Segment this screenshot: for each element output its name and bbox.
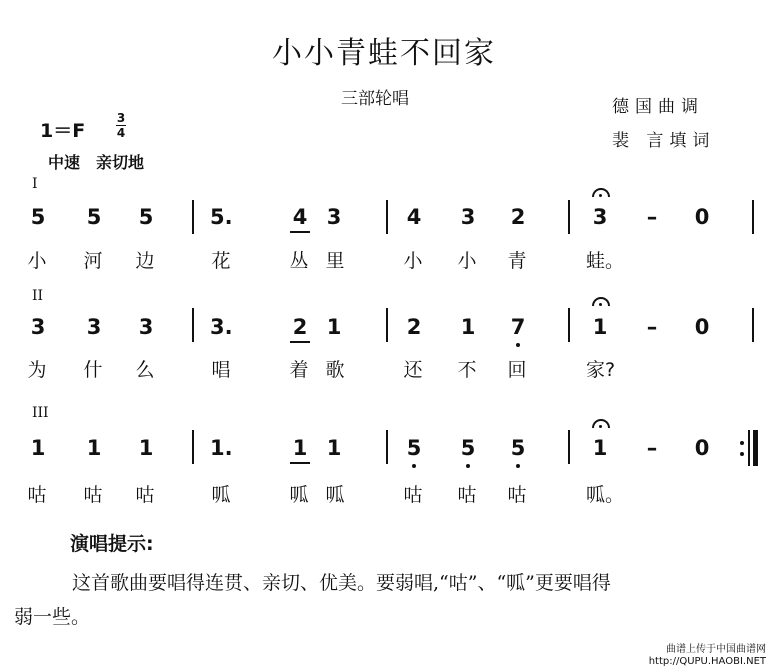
low-octave-dot [412,464,416,468]
part-label: III [32,405,49,421]
note: – [646,315,658,339]
final-barline [753,430,758,466]
lyric: 还 [403,359,423,381]
fermata-icon [592,188,610,197]
tips-line: 这首歌曲要唱得连贯、亲切、优美。要弱唱,“咕”、“呱”更要唱得 [72,572,611,594]
note: 1 [292,436,308,460]
lyric: 家? [586,359,616,381]
note: 3 [30,315,46,339]
barline [386,430,388,464]
time-signature-denominator: 4 [116,126,126,140]
lyric: 咕 [457,484,477,506]
low-octave-dot [516,464,520,468]
low-octave-dot [466,464,470,468]
note: 0 [694,315,710,339]
underline [290,462,310,464]
note: 3 [138,315,154,339]
barline [386,308,388,342]
barline [752,308,754,342]
note: 5 [406,436,422,460]
low-octave-dot [516,343,520,347]
lyric: 里 [325,250,345,272]
note: 2 [406,315,422,339]
note: 3 [326,205,342,229]
lyric: 咕 [83,484,103,506]
lyric: 呱 [211,484,231,506]
note: 1 [460,315,476,339]
tips-body [14,566,752,634]
barline [568,430,570,464]
note: 5. [210,205,233,229]
part-label: I [32,176,38,192]
note: 5 [86,205,102,229]
note: 1. [210,436,233,460]
lyric: 咕 [27,484,47,506]
lyric: 小 [403,250,423,272]
fermata-icon [592,297,610,306]
note: 1 [86,436,102,460]
tips-heading: 演唱提示: [70,533,154,555]
tips-line: 弱一些。 [14,606,91,628]
time-signature [116,112,126,139]
note: 4 [292,205,308,229]
note: 2 [510,205,526,229]
note: – [646,436,658,460]
note: 1 [138,436,154,460]
lyric: 歌 [325,359,345,381]
song-title: 小小青蛙不回家 [272,36,496,71]
lyric: 小 [27,250,47,272]
lyric: 小 [457,250,477,272]
note: 0 [694,436,710,460]
note: – [646,205,658,229]
repeat-dot [740,452,744,456]
barline [752,200,754,234]
lyric: 花 [211,250,231,272]
lyric: 青 [507,250,527,272]
note: 1 [592,315,608,339]
underline [290,231,310,233]
key-signature: 1＝F [40,120,86,142]
barline [748,430,750,466]
composer-credit: 德国曲调 [612,97,704,117]
watermark-footer [649,644,766,668]
lyric: 唱 [211,359,231,381]
note: 3 [460,205,476,229]
barline [568,200,570,234]
lyric: 为 [27,359,47,381]
lyric: 呱 [325,484,345,506]
lyric: 咕 [507,484,527,506]
note: 3 [86,315,102,339]
note: 5 [30,205,46,229]
lyric: 不 [457,359,477,381]
lyric: 蛙。 [586,250,625,272]
note: 1 [592,436,608,460]
lyric: 么 [135,359,155,381]
part-label: II [32,288,44,304]
note: 0 [694,205,710,229]
note: 1 [326,436,342,460]
lyric: 咕 [135,484,155,506]
barline [386,200,388,234]
lyric: 着 [289,359,309,381]
tempo-marking: 中速 亲切地 [48,153,145,172]
note: 4 [406,205,422,229]
lyric: 咕 [403,484,423,506]
note: 5 [138,205,154,229]
footer-site: 曲谱上传于中国曲谱网 [666,644,766,655]
note: 7 [510,315,526,339]
lyric: 回 [507,359,527,381]
note: 5 [510,436,526,460]
note: 3. [210,315,233,339]
barline [192,200,194,234]
lyric: 边 [135,250,155,272]
lyric: 呱。 [586,484,625,506]
song-subtitle: 三部轮唱 [341,89,409,109]
note: 5 [460,436,476,460]
lyric: 河 [83,250,103,272]
lyricist-credit: 裴 言填词 [612,131,716,151]
underline [290,341,310,343]
note: 2 [292,315,308,339]
note: 1 [326,315,342,339]
fermata-icon [592,419,610,428]
barline [192,430,194,464]
barline [568,308,570,342]
lyric: 什 [83,359,103,381]
lyric: 丛 [289,250,309,272]
note: 1 [30,436,46,460]
repeat-dot [740,441,744,445]
barline [192,308,194,342]
time-signature-numerator: 3 [116,111,126,125]
lyric: 呱 [289,484,309,506]
footer-url: http://QUPU.HAOBI.NET [648,656,766,667]
note: 3 [592,205,608,229]
